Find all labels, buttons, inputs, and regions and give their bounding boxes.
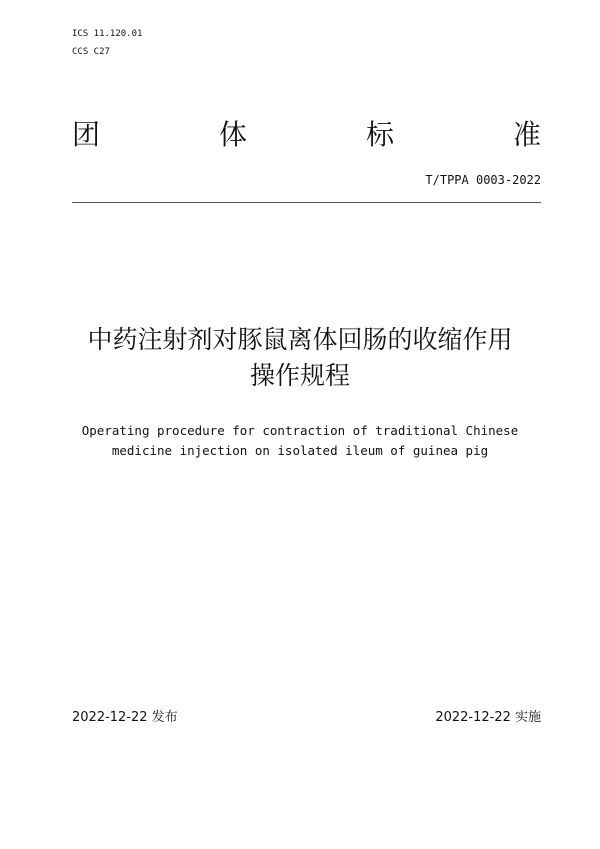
standard-type-char: 标 [365, 118, 394, 151]
divider [72, 202, 541, 203]
ccs-code: CCS C27 [72, 47, 110, 57]
standard-type-char: 团 [72, 118, 101, 151]
standard-type-heading [72, 118, 541, 152]
issue-date: 2022-12-22 发布 [72, 710, 178, 725]
ics-code: ICS 11.120.01 [72, 29, 143, 39]
english-title-line: Operating procedure for contraction of traditional Chinese [81, 423, 519, 438]
standard-number: T/TPPA 0003-2022 [425, 173, 541, 187]
chinese-title [0, 322, 600, 394]
standard-type-char: 准 [512, 118, 541, 151]
chinese-title-line: 中药注射剂对豚鼠离体回肠的收缩作用 [87, 325, 513, 354]
implementation-date: 2022-12-22 实施 [435, 710, 541, 725]
english-title [0, 421, 600, 461]
english-title-line: medicine injection on isolated ileum of guinea pig [111, 443, 489, 458]
standard-type-char: 体 [218, 118, 247, 151]
chinese-title-line: 操作规程 [249, 361, 350, 390]
